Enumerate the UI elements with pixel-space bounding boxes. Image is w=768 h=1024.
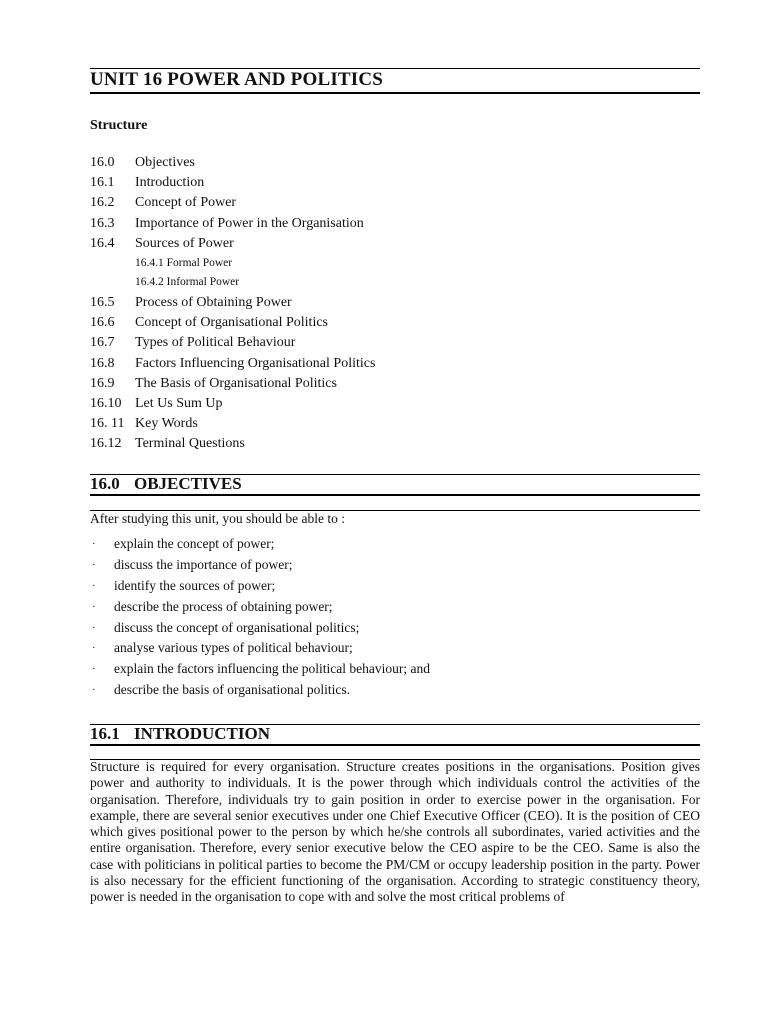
objectives-list	[90, 534, 700, 701]
toc-number: 16.5	[90, 294, 115, 310]
rule-bottom	[90, 744, 700, 746]
section-heading: OBJECTIVES	[134, 474, 242, 493]
section-number: 16.1	[90, 724, 120, 743]
bullet-icon: ·	[92, 684, 96, 697]
bullet-icon: ·	[92, 558, 96, 571]
section-title	[90, 725, 700, 743]
toc-label: Let Us Sum Up	[135, 395, 223, 411]
list-item-text: identify the sources of power;	[114, 577, 276, 593]
toc-label: Concept of Organisational Politics	[135, 315, 328, 331]
list-item-text: discuss the concept of organisational politics;	[114, 619, 360, 635]
toc-number: 16.2	[90, 195, 115, 211]
toc-number: 16.10	[90, 395, 122, 411]
bullet-icon: ·	[92, 600, 96, 613]
toc-item	[90, 354, 700, 374]
introduction-paragraph: Structure is required for every organisation. Structure creates positions in the organisations. Position gives power and authority to individuals. It is the power through which individuals control the activities of the organisation. Therefore, individuals try to gain position in order to exercise power in the organisation. For example, there are several senior executives under one Chief Executive Officer (CEO). It is the position of CEO which gives positional power to the person by which he/she controls all subordinates, varied activities and the entire organisation. Therefore, every senior executive below the CEO aspire to be the CEO. Same is also the case with politicians in political parties to become the PM/CM or occupy leadership position in the party. Power is also necessary for the efficient functioning of the organisation. According to strategic constituency theory, power is needed in the organisation to cope with and solve the most critical problems of	[90, 759, 700, 905]
toc-subitem: 16.4.2 Informal Power	[135, 276, 240, 289]
list-item-text: explain the factors influencing the political behaviour; and	[114, 661, 431, 677]
bullet-icon: ·	[92, 642, 96, 655]
toc-item	[90, 414, 700, 434]
rule-bottom	[90, 494, 700, 496]
toc-label: Sources of Power	[135, 235, 234, 251]
structure-list	[90, 153, 700, 454]
toc-label: Concept of Power	[135, 195, 237, 211]
toc-number: 16.8	[90, 355, 115, 371]
toc-number: 16.0	[90, 155, 115, 170]
list-item-text: explain the concept of power;	[114, 536, 275, 551]
toc-item	[90, 333, 700, 353]
toc-label: Objectives	[135, 155, 195, 170]
toc-label: The Basis of Organisational Politics	[135, 375, 337, 391]
toc-item	[90, 313, 700, 333]
toc-item	[90, 153, 700, 173]
bullet-icon: ·	[92, 621, 96, 634]
list-item	[90, 680, 700, 701]
list-item-text: describe the basis of organisational politics.	[114, 682, 350, 698]
list-item-text: analyse various types of political behaviour;	[114, 640, 353, 656]
toc-item	[90, 374, 700, 394]
section-title	[90, 475, 700, 493]
list-item-text: discuss the importance of power;	[114, 556, 293, 572]
bullet-icon: ·	[92, 663, 96, 676]
section-number: 16.0	[90, 474, 120, 493]
toc-item	[90, 214, 700, 234]
toc-item	[90, 293, 700, 313]
objectives-section-header	[90, 474, 700, 511]
toc-number: 16.4	[90, 235, 115, 251]
toc-number: 16.6	[90, 315, 115, 331]
list-item	[90, 576, 700, 597]
list-item	[90, 659, 700, 680]
toc-label: Process of Obtaining Power	[135, 294, 292, 310]
toc-number: 16. 11	[90, 416, 125, 432]
bullet-icon: ·	[92, 538, 96, 550]
unit-title: UNIT 16 POWER AND POLITICS	[90, 69, 384, 90]
toc-number: 16.7	[90, 335, 115, 351]
toc-label: Introduction	[135, 175, 205, 191]
section-heading: INTRODUCTION	[134, 724, 271, 743]
toc-subitem: 16.4.1 Formal Power	[135, 256, 233, 269]
list-item	[90, 618, 700, 639]
toc-label: Terminal Questions	[135, 436, 245, 452]
toc-item	[90, 394, 700, 414]
toc-number: 16.12	[90, 436, 122, 452]
toc-label: Factors Influencing Organisational Politics	[135, 355, 376, 371]
toc-label: Types of Political Behaviour	[135, 335, 296, 351]
list-item	[90, 555, 700, 576]
toc-number: 16.9	[90, 375, 115, 391]
toc-item	[90, 434, 700, 454]
unit-header	[90, 68, 700, 94]
rule-bottom	[90, 92, 700, 94]
toc-number: 16.3	[90, 215, 115, 231]
objectives-lead: After studying this unit, you should be able to :	[90, 511, 345, 526]
toc-number: 16.1	[90, 175, 115, 191]
introduction-section-header	[90, 724, 700, 760]
toc-item	[90, 193, 700, 213]
list-item	[90, 534, 700, 555]
list-item	[90, 638, 700, 659]
bullet-icon: ·	[92, 579, 96, 592]
toc-item	[90, 234, 700, 254]
toc-label: Key Words	[135, 416, 198, 432]
structure-heading: Structure	[90, 118, 148, 133]
toc-item	[90, 173, 700, 193]
list-item	[90, 597, 700, 618]
toc-label: Importance of Power in the Organisation	[135, 215, 364, 231]
list-item-text: describe the process of obtaining power;	[114, 598, 333, 614]
